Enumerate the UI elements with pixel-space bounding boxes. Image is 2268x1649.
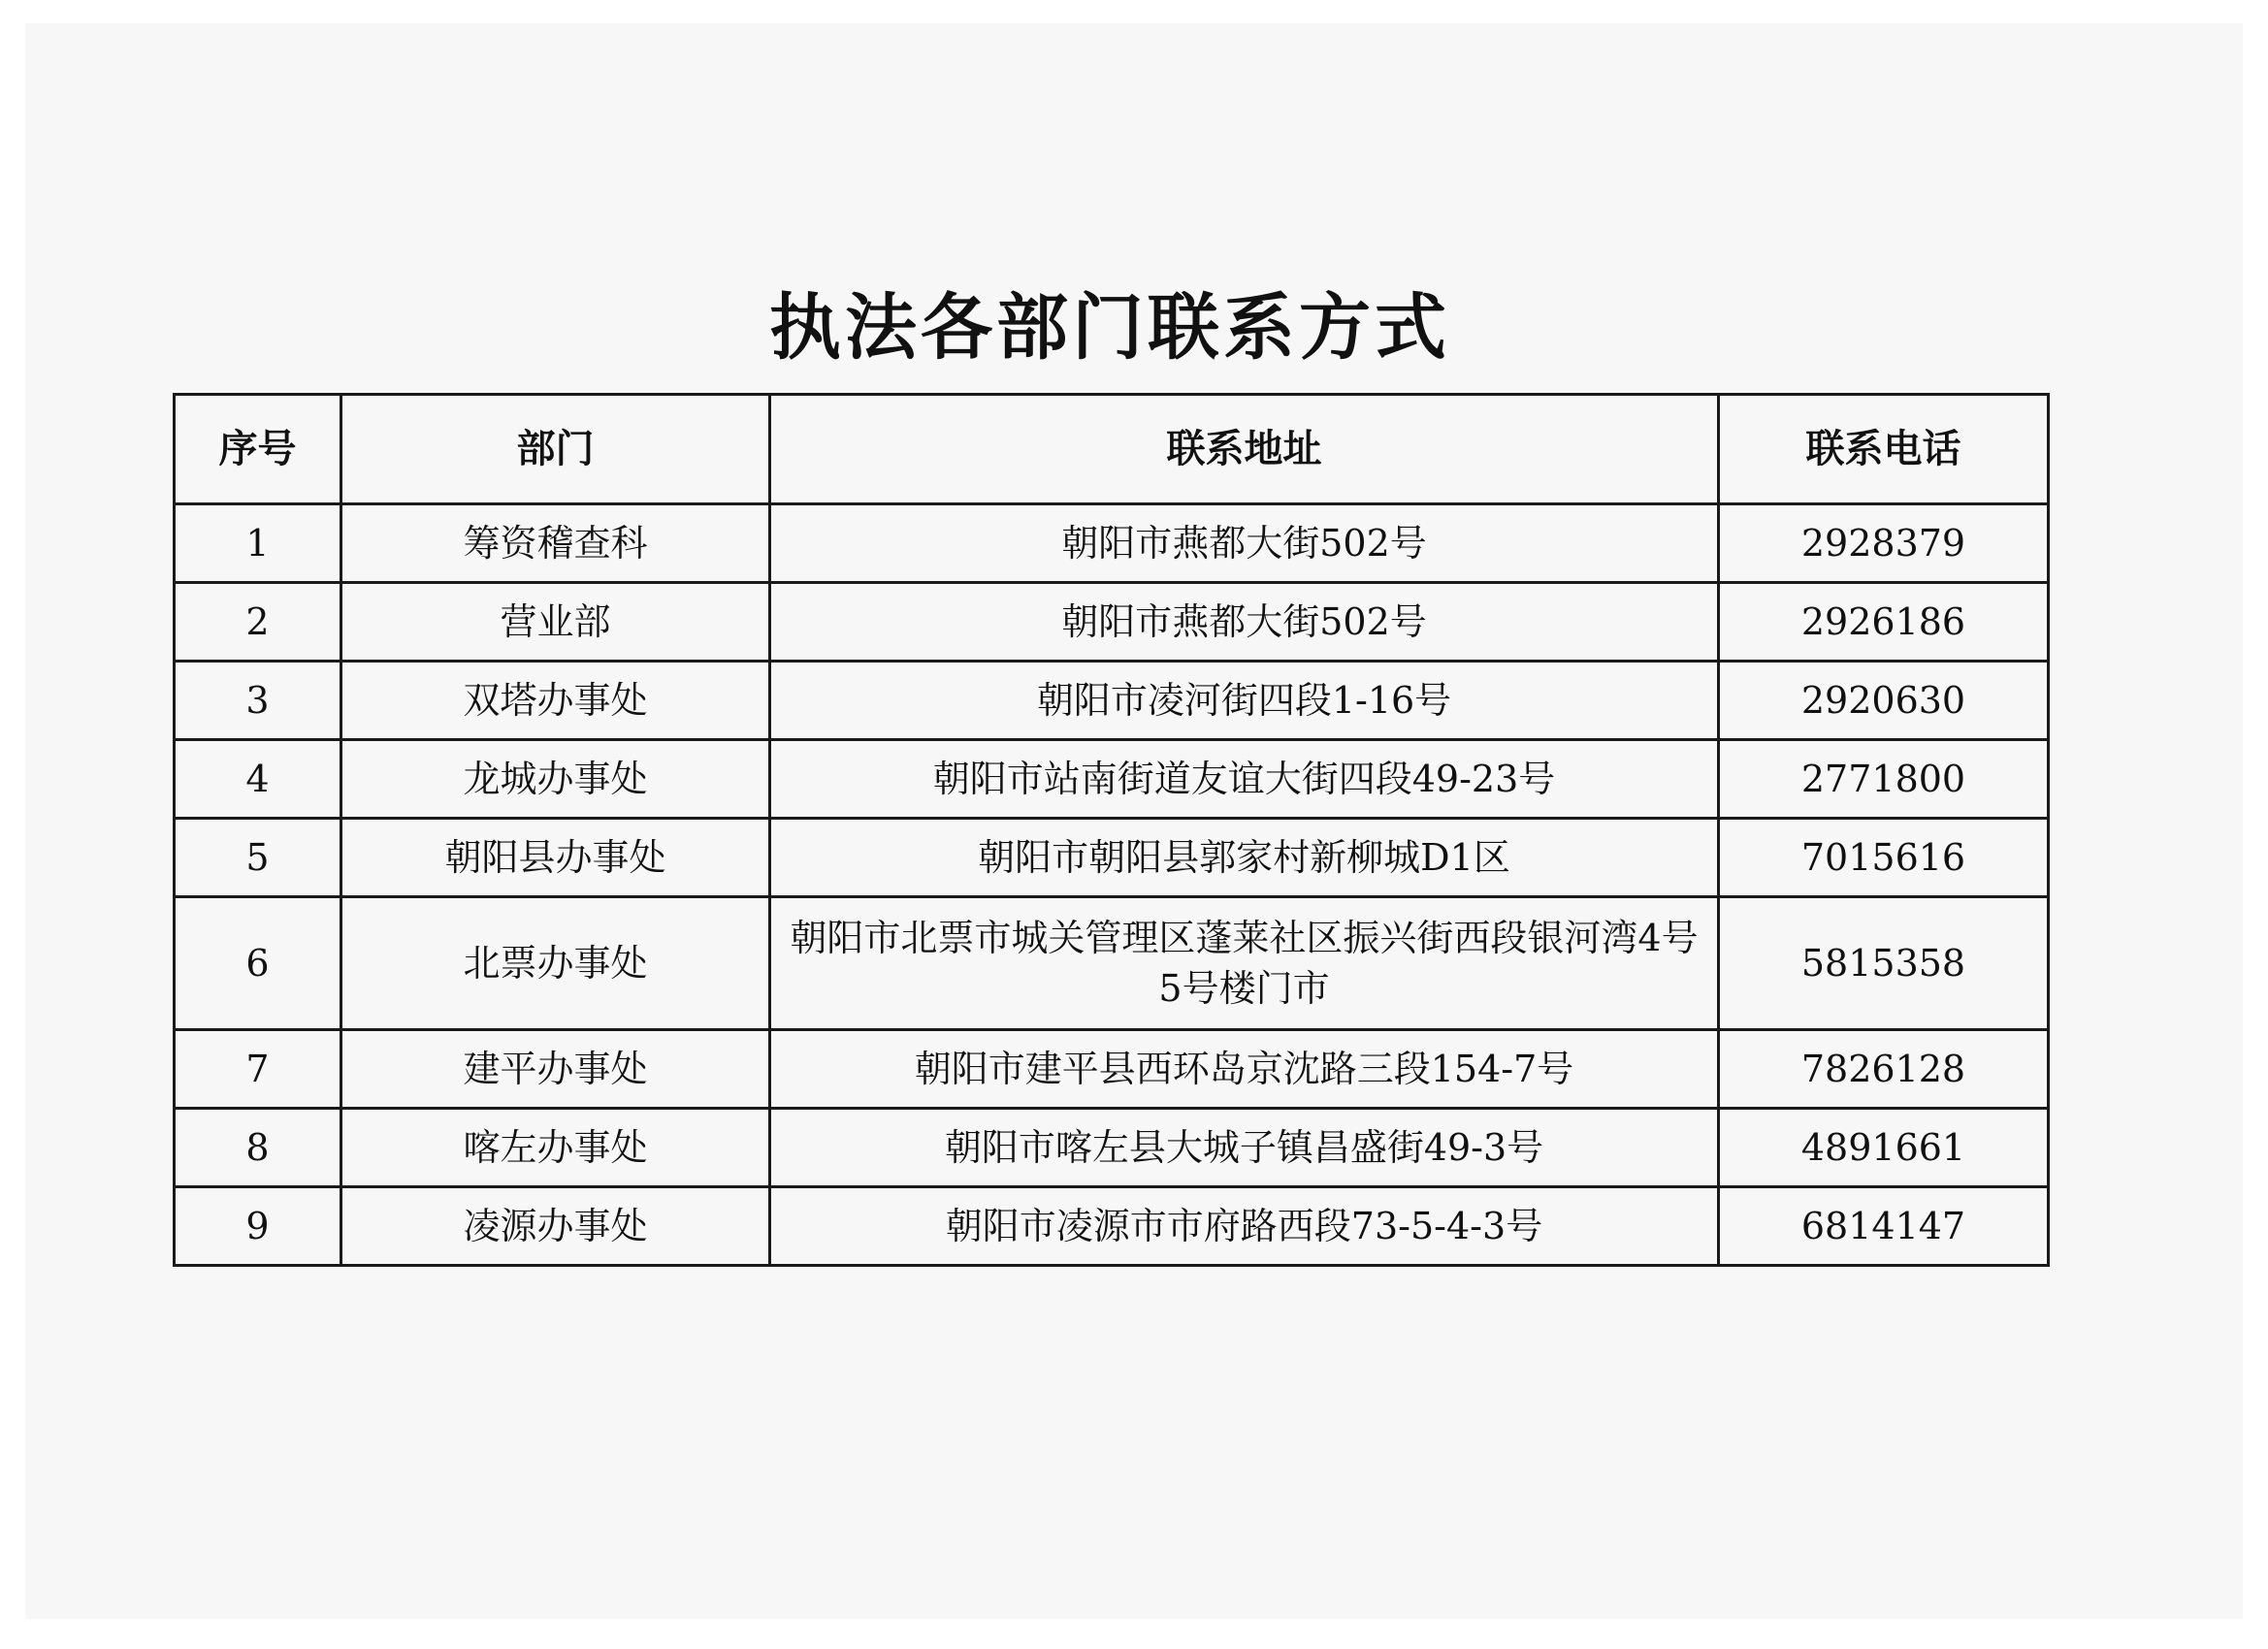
- row-phone: 6814147: [1719, 1187, 2049, 1266]
- header-index: 序号: [175, 395, 341, 504]
- table-row: [175, 1030, 2049, 1109]
- table-row: [175, 897, 2049, 1030]
- row-phone: 7015616: [1719, 819, 2049, 897]
- header-department: 部门: [341, 395, 770, 504]
- table-header-row: [175, 395, 2049, 504]
- row-index: 5: [175, 819, 341, 897]
- table-row: [175, 1187, 2049, 1266]
- row-department: 龙城办事处: [341, 740, 770, 819]
- header-phone: 联系电话: [1719, 395, 2049, 504]
- row-phone: 2920630: [1719, 662, 2049, 740]
- table-row: [175, 662, 2049, 740]
- row-department: 筹资稽查科: [341, 504, 770, 583]
- row-phone: 2928379: [1719, 504, 2049, 583]
- row-phone: 5815358: [1719, 897, 2049, 1030]
- table-row: [175, 583, 2049, 662]
- row-phone: 7826128: [1719, 1030, 2049, 1109]
- row-address: 朝阳市建平县西环岛京沈路三段154-7号: [770, 1030, 1719, 1109]
- row-index: 7: [175, 1030, 341, 1109]
- row-address: 朝阳市凌河街四段1-16号: [770, 662, 1719, 740]
- table-row: [175, 819, 2049, 897]
- row-address: 朝阳市站南街道友谊大街四段49-23号: [770, 740, 1719, 819]
- row-index: 2: [175, 583, 341, 662]
- row-department: 凌源办事处: [341, 1187, 770, 1266]
- row-department: 营业部: [341, 583, 770, 662]
- row-index: 8: [175, 1109, 341, 1187]
- row-address: 朝阳市燕都大街502号: [770, 583, 1719, 662]
- contacts-table: [173, 393, 2050, 1267]
- row-address: 朝阳市北票市城关管理区蓬莱社区振兴街西段银河湾4号5号楼门市: [770, 897, 1719, 1030]
- page-title: 执法各部门联系方式: [769, 286, 1450, 370]
- row-address: 朝阳市朝阳县郭家村新柳城D1区: [770, 819, 1719, 897]
- row-address: 朝阳市燕都大街502号: [770, 504, 1719, 583]
- row-phone: 4891661: [1719, 1109, 2049, 1187]
- row-department: 建平办事处: [341, 1030, 770, 1109]
- row-department: 朝阳县办事处: [341, 819, 770, 897]
- header-address: 联系地址: [770, 395, 1719, 504]
- row-address: 朝阳市喀左县大城子镇昌盛街49-3号: [770, 1109, 1719, 1187]
- row-phone: 2771800: [1719, 740, 2049, 819]
- table-row: [175, 1109, 2049, 1187]
- row-department: 北票办事处: [341, 897, 770, 1030]
- row-index: 9: [175, 1187, 341, 1266]
- row-index: 6: [175, 897, 341, 1030]
- table-row: [175, 504, 2049, 583]
- row-phone: 2926186: [1719, 583, 2049, 662]
- row-department: 双塔办事处: [341, 662, 770, 740]
- row-department: 喀左办事处: [341, 1109, 770, 1187]
- row-index: 3: [175, 662, 341, 740]
- scanned-page: [25, 23, 2243, 1619]
- row-index: 4: [175, 740, 341, 819]
- row-index: 1: [175, 504, 341, 583]
- table-row: [175, 740, 2049, 819]
- row-address: 朝阳市凌源市市府路西段73-5-4-3号: [770, 1187, 1719, 1266]
